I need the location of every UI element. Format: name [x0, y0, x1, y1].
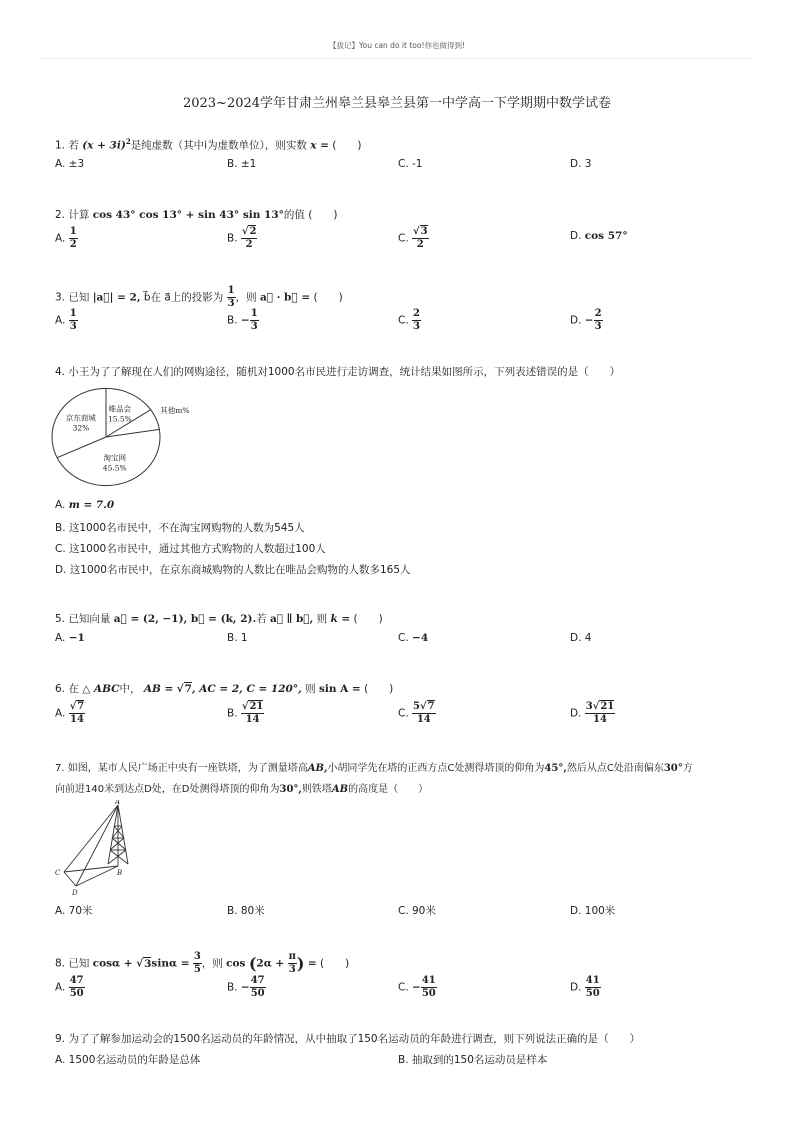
q8-pi-fraction — [288, 951, 297, 976]
tower-diagram — [52, 800, 142, 898]
q7-ab-2: AB — [331, 784, 349, 795]
q3-expression-2: a⃗ · b⃗ = — [259, 291, 311, 304]
q6-option-d[interactable] — [570, 701, 615, 726]
pie-slice-boundary — [57, 437, 106, 458]
q6-c-fraction — [412, 701, 436, 726]
q8-d-num: 41 — [585, 975, 600, 986]
q6-c-num: 5√7 — [413, 701, 435, 712]
pie-slice-label: 淘宝网 — [103, 453, 126, 463]
question-5-stem — [55, 611, 383, 626]
q5-condition: a⃗ ∥ b⃗, — [269, 613, 314, 625]
q4-option-b[interactable]: B. 这1000名市民中，不在淘宝网购物的人数为545人 — [55, 522, 305, 534]
q4-option-d[interactable]: D. 这1000名市民中，在京东商城购物的人数比在唯品会购物的人数多165人 — [55, 564, 411, 576]
pie-slice-label: 其他m% — [160, 406, 190, 416]
q2-c-fraction — [412, 226, 429, 251]
q6-c-radicand: 7 — [427, 701, 435, 712]
question-3-stem — [55, 285, 343, 310]
q3-a-den: 3 — [69, 321, 77, 332]
q2-text: 的值 — [283, 209, 305, 221]
q8-b-fraction — [250, 975, 266, 1000]
question-1-stem — [55, 137, 361, 153]
q8-prefix: 8. 已知 — [55, 957, 90, 970]
q1-prefix: 1. 若 — [55, 139, 79, 152]
q3-text-2: ，则 — [235, 291, 257, 304]
q1-blank: ( ) — [332, 139, 362, 152]
q2-b-num: √2 — [241, 226, 257, 237]
q6-b-num: √21 — [241, 701, 264, 712]
sight-line-c — [64, 805, 118, 872]
pie-slice-label: 京东商城 — [65, 413, 96, 423]
q3-fraction-den: 3 — [227, 298, 235, 309]
q8-b-label: B. — [227, 981, 238, 994]
pie-slice-label: 唯品会 — [108, 404, 132, 414]
q3-d-fraction — [594, 308, 603, 333]
q7-option-b[interactable]: B. 80米 — [227, 905, 265, 917]
q3-a-label: A. — [55, 314, 66, 327]
q2-a-label: A. — [55, 232, 66, 245]
q8-option-c[interactable] — [398, 975, 437, 1000]
q6-prefix: 6. 在 — [55, 683, 79, 695]
q6-sqrt: √7 — [176, 683, 192, 695]
q8-expression-1: cosα + — [92, 957, 137, 970]
q6-expression-2: , AC = 2, C = 120°, — [191, 683, 302, 695]
q6-option-b[interactable] — [227, 701, 264, 726]
pie-slice-value: 32% — [72, 423, 90, 433]
q3-c-fraction — [412, 308, 421, 333]
question-6-stem — [55, 681, 393, 696]
q2-b-radicand: 2 — [249, 226, 257, 237]
q7-angle-30b: 30°, — [279, 784, 302, 795]
q5-option-b[interactable]: B. 1 — [227, 632, 248, 644]
q2-d-value: cos 57° — [584, 230, 628, 242]
q6-option-c[interactable] — [398, 701, 436, 726]
q6-text-2: 则 — [305, 683, 316, 695]
page-header-watermark: 【拔记】You can do it too!你也做得到! — [329, 41, 465, 50]
q6-a-den: 14 — [70, 714, 84, 725]
q1-exponent: 2 — [125, 137, 131, 146]
q2-option-b[interactable] — [227, 226, 257, 251]
q8-inner: 2α + — [256, 957, 285, 970]
q2-option-a[interactable] — [55, 226, 78, 251]
q6-d-fraction — [585, 701, 615, 726]
q5-text-2: 则 — [316, 613, 328, 625]
q3-option-a[interactable] — [55, 308, 78, 333]
q6-triangle: △ ABC — [82, 683, 120, 695]
q2-expression: cos 43° cos 13° + sin 43° sin 13° — [92, 209, 284, 221]
q1-variable: x = — [310, 139, 329, 152]
q3-b-num: 1 — [250, 308, 258, 319]
q8-blank: ( ) — [319, 957, 350, 970]
q8-radicand: 3 — [144, 957, 152, 970]
q8-a-label: A. — [55, 981, 66, 994]
q5-expression: a⃗ = (2, −1), b⃗ = (k, 2). — [113, 613, 257, 625]
tower-brace-5 — [110, 850, 128, 864]
q4-option-a[interactable] — [55, 499, 114, 511]
q8-c-fraction — [421, 975, 437, 1000]
sight-line-d — [76, 805, 118, 886]
q3-b-label: B. — [227, 314, 238, 327]
q7-option-d[interactable]: D. 100米 — [570, 905, 616, 917]
q8-fraction-num: 3 — [193, 951, 201, 962]
q6-a-label: A. — [55, 707, 66, 720]
q8-sqrt: √3 — [136, 957, 152, 970]
q3-option-c[interactable] — [398, 308, 421, 333]
q6-d-radicand: 21 — [600, 701, 615, 712]
q8-paren-open: ( — [248, 954, 257, 973]
q8-fraction — [193, 951, 202, 976]
q8-c-num: 41 — [421, 975, 436, 986]
q4-a-expression: m = 7.0 — [68, 499, 115, 511]
q8-a-den: 50 — [69, 988, 84, 999]
q8-pi-den: 3 — [288, 964, 296, 975]
q6-b-radicand: 21 — [249, 701, 264, 712]
question-9-stem: 9. 为了了解参加运动会的1500名运动员的年龄情况，从中抽取了150名运动员的年龄进行调查，则下列说法正确的是（ ） — [55, 1033, 641, 1045]
q3-d-den: 3 — [594, 321, 602, 332]
q2-c-label: C. — [398, 232, 409, 245]
q6-a-fraction — [69, 701, 86, 726]
q5-c-value: −4 — [412, 632, 429, 644]
pie-chart-figure — [50, 385, 210, 495]
q5-prefix: 5. 已知向量 — [55, 613, 111, 625]
q8-paren-close: ) — [296, 954, 305, 973]
q7-text-1c: 然后从点C处沿南偏东 — [566, 763, 664, 774]
q2-d-label: D. — [570, 230, 582, 242]
q6-blank: ( ) — [364, 683, 394, 695]
q8-b-den: 50 — [250, 988, 265, 999]
q7-ab-1: AB, — [307, 763, 328, 774]
q5-option-a[interactable] — [55, 632, 85, 644]
q1-option-a[interactable]: A. ±3 — [55, 158, 85, 170]
q7-text-2c: 的高度是（ ） — [348, 784, 429, 795]
q8-cos: cos — [226, 957, 246, 970]
point-label-c: C — [55, 869, 61, 877]
q6-c-coefficient: 5 — [413, 701, 420, 712]
q8-a-num: 47 — [69, 975, 84, 986]
q8-b-sign: − — [240, 981, 250, 994]
q2-option-d[interactable] — [570, 230, 628, 242]
q6-text: 中， — [119, 683, 141, 695]
q3-option-b[interactable] — [227, 308, 259, 333]
q5-option-d[interactable]: D. 4 — [570, 632, 592, 644]
question-2-stem — [55, 207, 337, 222]
q5-a-value: −1 — [68, 632, 85, 644]
pie-chart-group — [52, 388, 189, 485]
q1-option-d[interactable]: D. 3 — [570, 158, 592, 170]
q6-d-num: 3√21 — [585, 701, 615, 712]
q4-a-label: A. — [55, 499, 66, 511]
q6-c-label: C. — [398, 707, 409, 720]
page-title: 2023~2024学年甘肃兰州皋兰县皋兰县第一中学高一下学期期中数学试卷 — [182, 96, 612, 111]
q8-d-fraction — [585, 975, 601, 1000]
q3-b-den: 3 — [250, 321, 258, 332]
q2-b-fraction — [241, 226, 258, 251]
q6-b-fraction — [241, 701, 265, 726]
q5-a-label: A. — [55, 632, 66, 644]
q5-option-c[interactable] — [398, 632, 428, 644]
q8-pi-num: π — [288, 951, 296, 962]
q2-blank: ( ) — [308, 209, 338, 221]
q8-c-label: C. — [398, 981, 409, 994]
question-7-line-2 — [55, 780, 428, 795]
q7-option-c[interactable]: C. 90米 — [398, 905, 436, 917]
q3-expression-1: |a⃗| = 2, — [92, 291, 141, 304]
q8-option-d[interactable] — [570, 975, 601, 1000]
q4-option-c[interactable]: C. 这1000名市民中，通过其他方式购物的人数超过100人 — [55, 543, 326, 555]
q3-option-d[interactable] — [570, 308, 603, 333]
q3-b-fraction — [250, 308, 259, 333]
q2-c-num: √3 — [413, 226, 428, 237]
q8-text: ，则 — [201, 957, 223, 970]
q8-expression-2: sinα = — [151, 957, 190, 970]
q3-prefix: 3. 已知 — [55, 291, 90, 304]
q7-text-1d: 方 — [682, 763, 693, 774]
point-label-a: A — [115, 800, 121, 806]
ground-cb — [64, 866, 118, 872]
q7-angle-45: 45°, — [544, 763, 567, 774]
q3-c-label: C. — [398, 314, 409, 327]
ground-cd — [64, 872, 76, 886]
q6-d-label: D. — [570, 707, 582, 720]
q3-blank: ( ) — [313, 291, 343, 304]
q1-option-c[interactable]: C. -1 — [398, 158, 423, 170]
question-8-stem — [55, 951, 349, 976]
q3-fraction-num: 1 — [227, 285, 235, 296]
q6-b-den: 14 — [245, 714, 260, 725]
q5-text-1: 若 — [256, 613, 267, 625]
q2-prefix: 2. 计算 — [55, 209, 90, 221]
q2-a-den: 2 — [69, 239, 77, 250]
q3-a-num: 1 — [69, 308, 77, 319]
q6-d-coefficient: 3 — [585, 701, 593, 712]
q5-blank: ( ) — [353, 613, 383, 625]
q8-fraction-den: 5 — [193, 964, 201, 975]
q6-a-radicand: 7 — [77, 701, 85, 712]
q6-c-den: 14 — [416, 714, 431, 725]
point-label-b: B — [117, 869, 123, 877]
q8-c-sign: − — [412, 981, 421, 994]
q2-c-den: 2 — [416, 239, 424, 250]
q3-fraction — [227, 285, 236, 310]
q1-text: 是纯虚数（其中i为虚数单位），则实数 — [130, 139, 307, 152]
q7-text-2b: 则铁塔 — [301, 784, 332, 795]
q6-option-a[interactable] — [55, 701, 85, 726]
q9-option-a[interactable]: A. 1500名运动员的年龄是总体 — [55, 1054, 201, 1066]
q3-text-1: b⃗在 a⃗上的投影为 — [143, 291, 224, 304]
pie-slice-value: 45.5% — [102, 463, 127, 473]
q9-option-b[interactable]: B. 抽取到的150名运动员是样本 — [398, 1054, 548, 1066]
q6-radicand: 7 — [184, 683, 192, 695]
q7-angle-30a: 30° — [663, 763, 683, 774]
q7-option-a[interactable]: A. 70米 — [55, 905, 93, 917]
header-divider — [40, 58, 754, 59]
q5-variable: k = — [330, 613, 351, 625]
q2-c-radicand: 3 — [420, 226, 428, 237]
pie-slice-value: 15.5% — [107, 414, 132, 424]
question-7-line-1 — [55, 759, 693, 774]
q5-c-label: C. — [398, 632, 409, 644]
q7-text-1a: 7. 如图，某市人民广场正中央有一座铁塔，为了测量塔高 — [55, 763, 308, 774]
q3-d-sign: − — [584, 314, 594, 327]
pie-slice-boundary — [106, 429, 159, 437]
q8-equals: = — [307, 957, 317, 970]
q7-text-2a: 向前进140米到达点D处，在D处测得塔顶的仰角为 — [55, 784, 280, 795]
q7-text-1b: 小胡同学先在塔的正西方点C处测得塔顶的仰角为 — [327, 763, 545, 774]
q3-c-den: 3 — [413, 321, 420, 332]
q1-option-b[interactable]: B. ±1 — [227, 158, 257, 170]
q2-a-num: 1 — [69, 226, 77, 237]
q3-d-num: 2 — [594, 308, 602, 319]
q6-a-num: √7 — [69, 701, 85, 712]
q6-b-label: B. — [227, 707, 238, 720]
tower-brace-6 — [108, 850, 126, 864]
q3-b-sign: − — [240, 314, 250, 327]
q6-variable: sin A = — [318, 683, 361, 695]
q1-expression: (x + 3i) — [82, 139, 126, 152]
q8-option-a[interactable] — [55, 975, 85, 1000]
q6-d-den: 14 — [593, 714, 607, 725]
q8-c-den: 50 — [421, 988, 436, 999]
q3-a-fraction — [69, 308, 78, 333]
q3-d-label: D. — [570, 314, 582, 327]
q8-d-den: 50 — [585, 988, 600, 999]
q2-b-label: B. — [227, 232, 238, 245]
point-label-d: D — [72, 889, 78, 897]
q8-b-num: 47 — [250, 975, 265, 986]
ground-db — [76, 866, 118, 886]
q2-option-c[interactable] — [398, 226, 429, 251]
q6-expression-1: AB = — [143, 683, 174, 695]
q8-option-b[interactable] — [227, 975, 266, 1000]
q2-b-den: 2 — [245, 239, 253, 250]
q8-a-fraction — [69, 975, 85, 1000]
question-4-stem: 4. 小王为了了解现在人们的网购途径，随机对1000名市民进行走访调查，统计结果如图所示，下列表述错误的是（ ） — [55, 366, 621, 378]
q2-a-fraction — [69, 226, 78, 251]
q8-d-label: D. — [570, 981, 582, 994]
q3-c-num: 2 — [413, 308, 420, 319]
